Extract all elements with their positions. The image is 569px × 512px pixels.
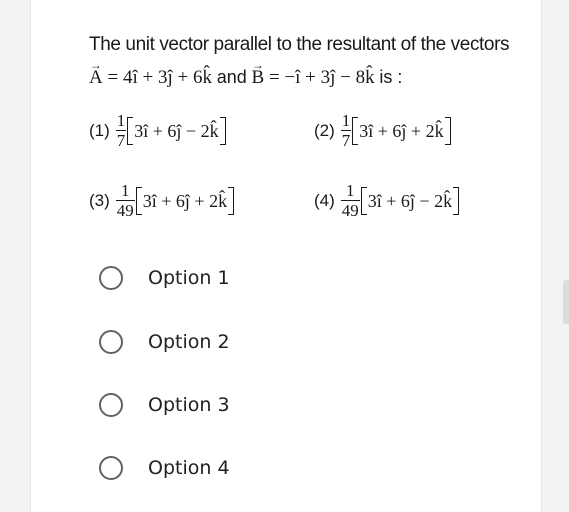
choice-number: (3) bbox=[89, 190, 110, 210]
option-label: Option 1 bbox=[148, 267, 230, 289]
radio-unchecked-icon[interactable] bbox=[99, 330, 123, 354]
scrollbar-handle[interactable] bbox=[563, 280, 569, 324]
option-1-radio[interactable] bbox=[99, 258, 359, 298]
vector-expression: 3î + 6ĵ + 2k̂ bbox=[359, 120, 444, 141]
fraction-denominator: 7 bbox=[116, 131, 126, 150]
bracket-expression bbox=[136, 189, 234, 213]
conjunction-text: and bbox=[216, 67, 247, 87]
bracket-expression bbox=[127, 119, 225, 143]
question-text bbox=[89, 30, 529, 95]
vector-expression: 3î + 6ĵ − 2k̂ bbox=[367, 190, 453, 211]
choice-4 bbox=[314, 182, 459, 219]
vector-b-value: = −î + 3ĵ − 8k̂ bbox=[268, 67, 375, 88]
vector-a-symbol: → A bbox=[89, 61, 103, 95]
question-card bbox=[30, 0, 542, 512]
bracket-expression bbox=[361, 189, 459, 213]
choice-number: (1) bbox=[89, 120, 110, 140]
choice-3 bbox=[89, 182, 234, 219]
fraction-numerator: 1 bbox=[116, 111, 126, 130]
question-suffix: is : bbox=[379, 67, 403, 87]
fraction-denominator: 49 bbox=[116, 201, 134, 220]
option-4-radio[interactable] bbox=[99, 448, 359, 488]
vector-expression: 3î + 6ĵ + 2k̂ bbox=[142, 190, 228, 211]
vector-a-value: = 4î + 3ĵ + 6k̂ bbox=[107, 67, 212, 88]
choice-number: (2) bbox=[314, 120, 335, 140]
question-line-1: The unit vector parallel to the resultant of the vectors bbox=[89, 34, 510, 55]
option-2-radio[interactable] bbox=[99, 322, 359, 362]
option-label: Option 3 bbox=[148, 394, 230, 416]
fraction-denominator: 7 bbox=[341, 131, 351, 150]
choice-2 bbox=[314, 112, 451, 149]
fraction-denominator: 49 bbox=[341, 201, 359, 220]
fraction-numerator: 1 bbox=[121, 181, 130, 200]
option-label: Option 4 bbox=[148, 457, 230, 479]
choice-1 bbox=[89, 112, 226, 149]
fraction-numerator: 1 bbox=[341, 111, 351, 130]
fraction bbox=[341, 182, 360, 219]
fraction-numerator: 1 bbox=[346, 181, 355, 200]
radio-unchecked-icon[interactable] bbox=[99, 393, 123, 417]
radio-unchecked-icon[interactable] bbox=[99, 456, 123, 480]
vector-b-symbol: → B bbox=[252, 61, 265, 95]
option-label: Option 2 bbox=[148, 331, 230, 353]
choice-number: (4) bbox=[314, 190, 335, 210]
bracket-expression bbox=[352, 119, 450, 143]
radio-unchecked-icon[interactable] bbox=[99, 266, 123, 290]
question-line-2 bbox=[89, 60, 529, 95]
option-3-radio[interactable] bbox=[99, 385, 359, 425]
fraction bbox=[341, 112, 352, 149]
fraction bbox=[116, 182, 135, 219]
fraction bbox=[116, 112, 127, 149]
vector-expression: 3î + 6ĵ − 2k̂ bbox=[134, 120, 219, 141]
